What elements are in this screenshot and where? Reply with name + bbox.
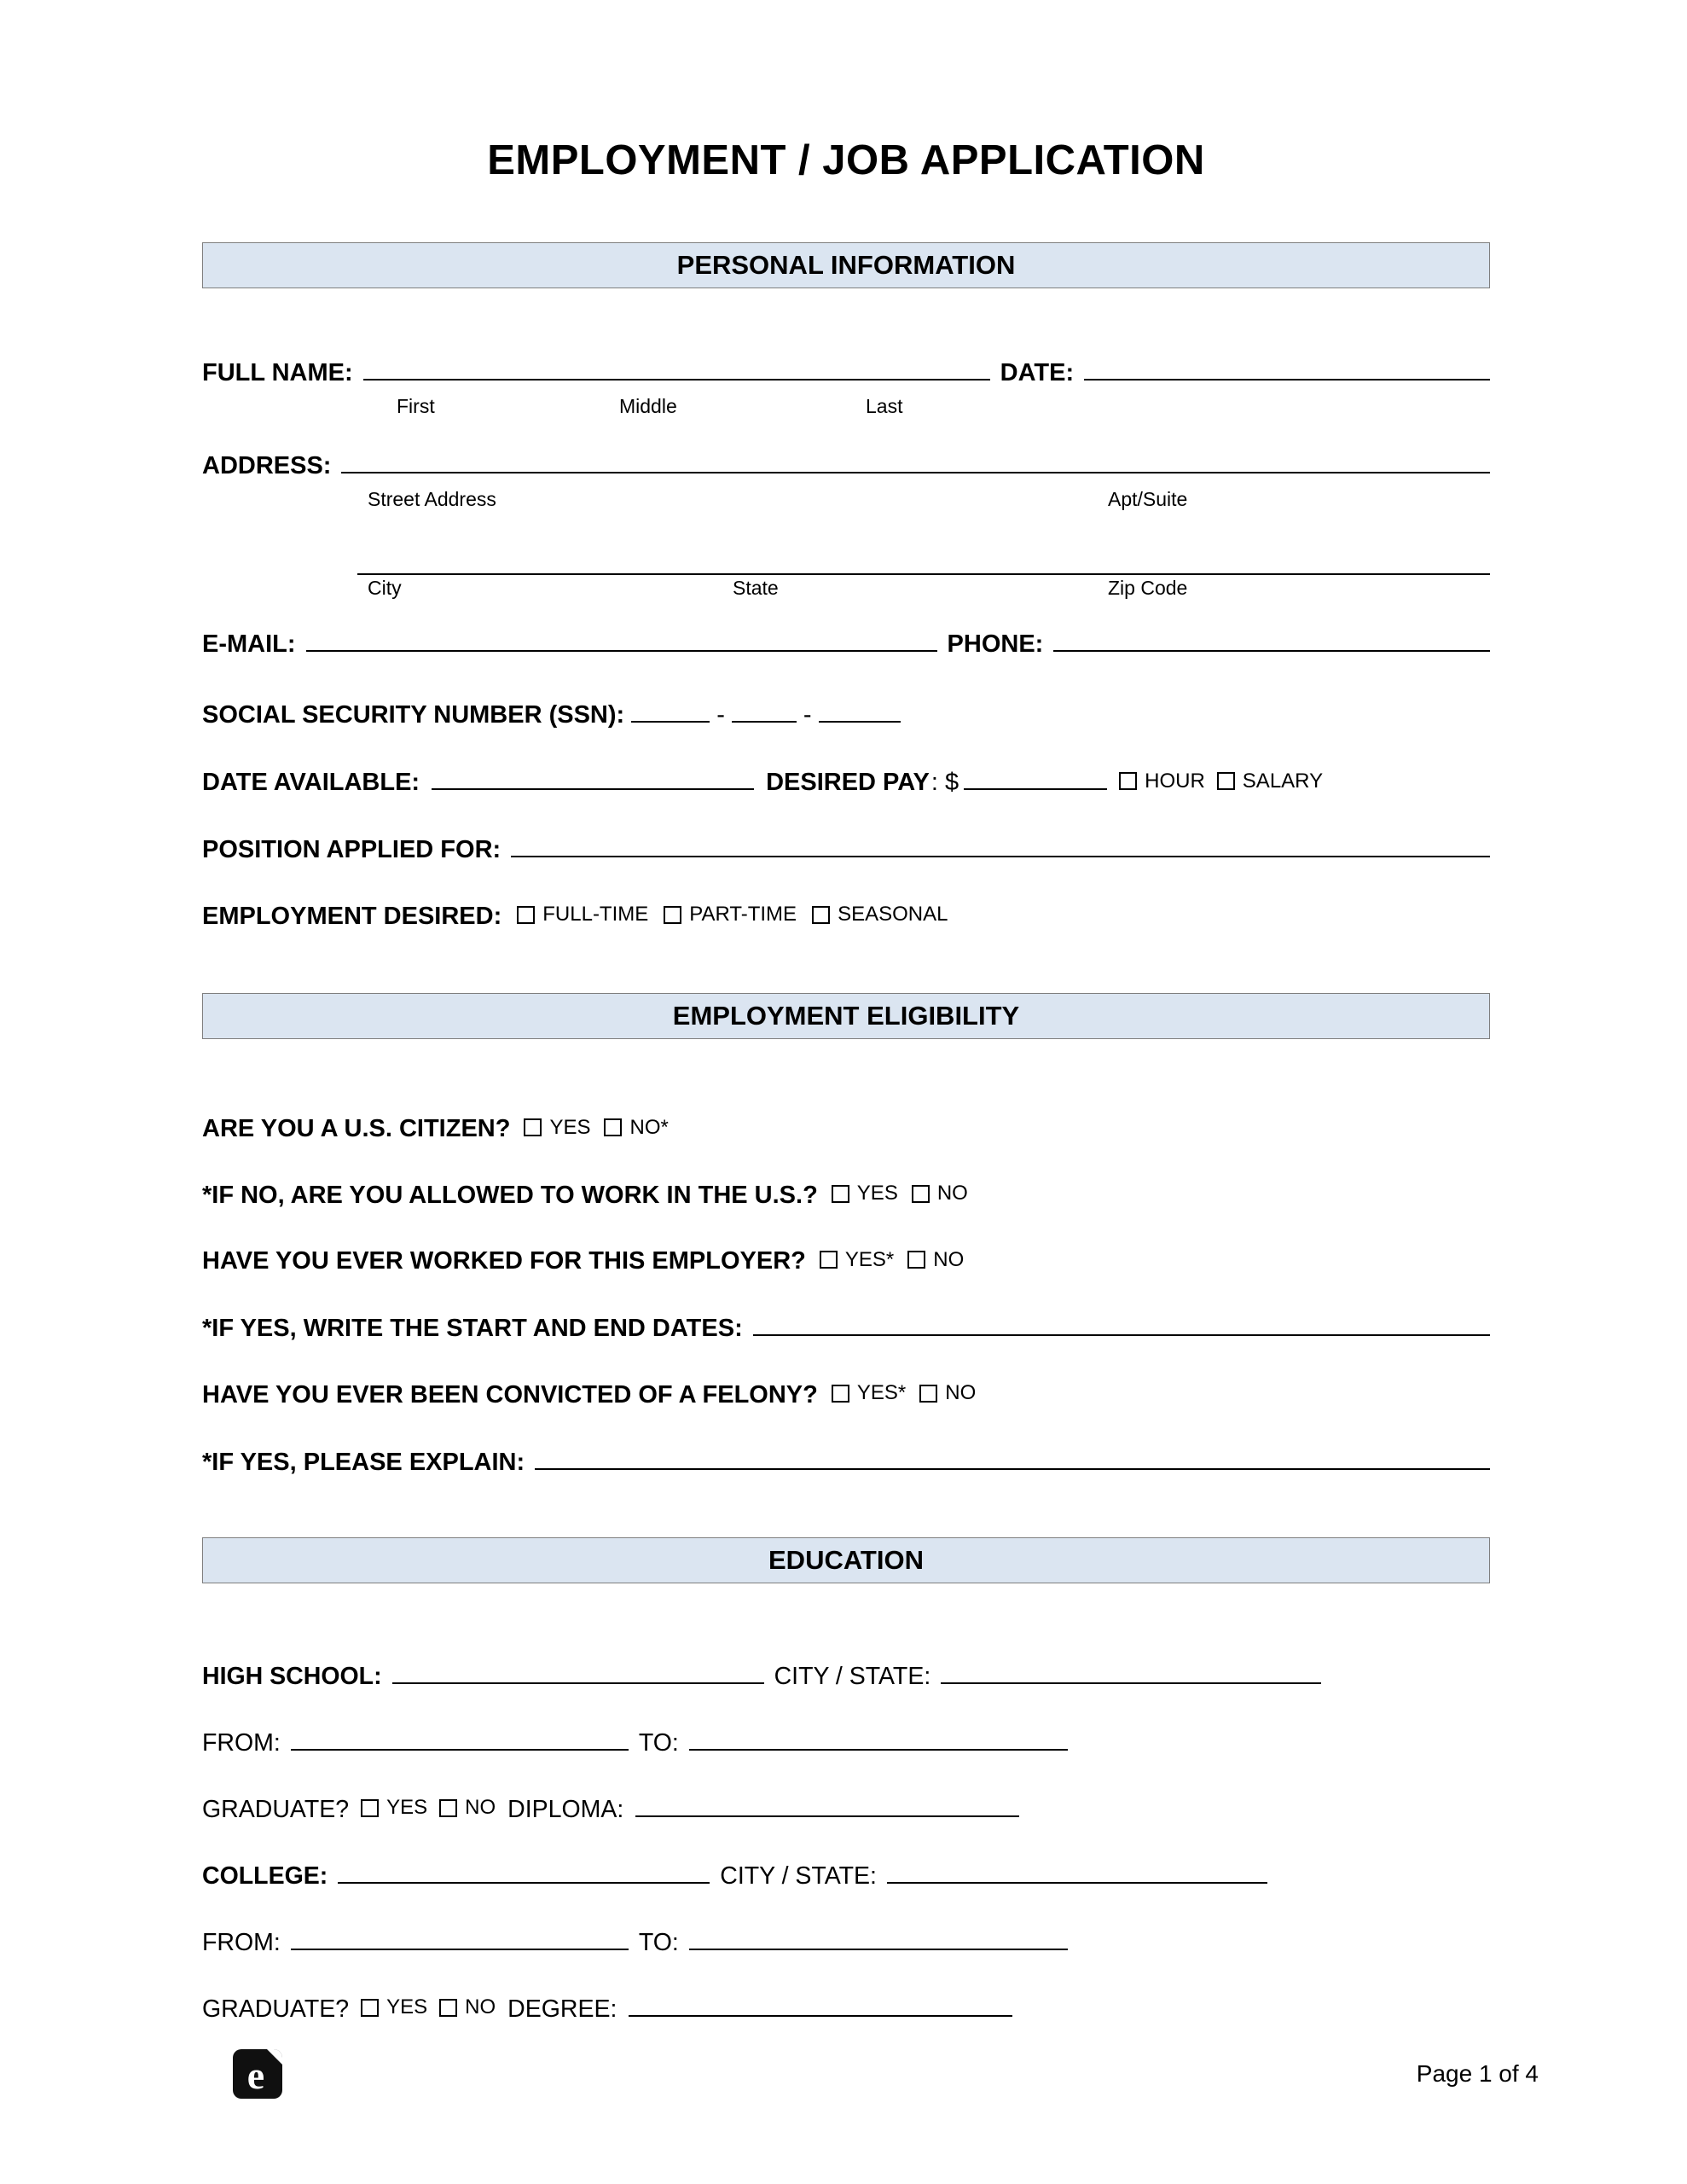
worked-yes-label: YES*	[844, 1247, 895, 1271]
college-graduate-no-label: NO	[465, 1995, 496, 2018]
section-header-education	[202, 1537, 1490, 1583]
citizen-no-option	[604, 1112, 668, 1143]
allowed-no-label: NO	[936, 1182, 968, 1205]
position-blank[interactable]	[511, 832, 1490, 857]
city-sublabel: City	[368, 577, 402, 599]
citizen-yes-option	[524, 1112, 590, 1143]
logo-letter: e	[246, 2053, 265, 2097]
email-blank[interactable]	[306, 626, 937, 652]
felony-no-label: NO	[945, 1381, 977, 1404]
eforms-logo	[233, 2049, 282, 2099]
college-city-state-blank[interactable]	[887, 1858, 1267, 1884]
college-graduate-label: GRADUATE?	[202, 1995, 350, 2023]
high-school-row	[202, 1658, 1490, 1693]
address-row	[202, 448, 1490, 481]
date-blank[interactable]	[1084, 355, 1490, 380]
allowed-no-checkbox[interactable]	[912, 1185, 930, 1203]
allowed-yes-checkbox[interactable]	[832, 1185, 849, 1203]
state-sublabel: State	[733, 577, 779, 599]
street-address-blank[interactable]	[341, 448, 1490, 473]
worked-question: HAVE YOU EVER WORKED FOR THIS EMPLOYER?	[202, 1247, 806, 1275]
felony-yes-option	[832, 1378, 906, 1409]
college-graduate-row	[202, 1991, 1490, 2025]
employment-desired-row	[202, 899, 1490, 932]
middle-sublabel: Middle	[619, 395, 677, 417]
college-from-label: FROM:	[202, 1928, 281, 1956]
last-sublabel: Last	[866, 395, 903, 417]
salary-option	[1217, 766, 1323, 797]
full-name-blank[interactable]	[363, 355, 990, 380]
worked-yes-checkbox[interactable]	[820, 1251, 838, 1269]
allowed-no-option	[912, 1178, 968, 1209]
college-to-label: TO:	[638, 1928, 679, 1956]
address-sublabels-row	[202, 486, 1490, 512]
citizen-yes-checkbox[interactable]	[524, 1118, 542, 1136]
ssn-row	[202, 697, 1490, 730]
hs-from-label: FROM:	[202, 1728, 281, 1757]
college-to-blank[interactable]	[689, 1925, 1068, 1950]
address-label: ADDRESS:	[202, 452, 332, 479]
hs-graduate-label: GRADUATE?	[202, 1795, 350, 1823]
high-school-label: HIGH SCHOOL:	[202, 1662, 382, 1690]
position-row	[202, 832, 1490, 865]
worked-no-label: NO	[933, 1247, 965, 1271]
date-available-blank[interactable]	[432, 764, 754, 790]
citizen-question: ARE YOU A U.S. CITIZEN?	[202, 1115, 511, 1142]
start-end-dates-label: *IF YES, WRITE THE START AND END DATES:	[202, 1315, 743, 1342]
hs-from-to-row	[202, 1725, 1490, 1759]
felony-no-option	[919, 1378, 976, 1409]
zip-code-sublabel: Zip Code	[1108, 577, 1188, 599]
phone-label: PHONE:	[947, 630, 1044, 658]
felony-yes-checkbox[interactable]	[832, 1385, 849, 1403]
hs-from-blank[interactable]	[291, 1725, 629, 1751]
part-time-option	[664, 899, 797, 930]
college-graduate-yes-label: YES	[386, 1995, 428, 2018]
hs-graduate-yes-label: YES	[386, 1796, 428, 1819]
start-end-dates-row	[202, 1310, 1490, 1344]
date-available-label: DATE AVAILABLE:	[202, 769, 420, 796]
position-label: POSITION APPLIED FOR:	[202, 836, 501, 863]
explain-row	[202, 1444, 1490, 1478]
worked-yes-option	[820, 1245, 894, 1275]
seasonal-option	[812, 899, 948, 930]
degree-blank[interactable]	[629, 1991, 1012, 2017]
citizen-yes-label: YES	[549, 1115, 591, 1139]
explain-blank[interactable]	[535, 1444, 1490, 1470]
hs-city-state-blank[interactable]	[941, 1658, 1321, 1684]
citizen-no-checkbox[interactable]	[604, 1118, 622, 1136]
salary-label: SALARY	[1242, 769, 1324, 793]
college-graduate-no-checkbox[interactable]	[439, 1999, 457, 2017]
ssn-dash-1: -	[716, 701, 725, 729]
ssn-label: SOCIAL SECURITY NUMBER (SSN):	[202, 701, 625, 729]
first-sublabel: First	[397, 395, 435, 417]
felony-yes-label: YES*	[856, 1381, 907, 1404]
worked-no-option	[907, 1245, 964, 1275]
hour-label: HOUR	[1145, 769, 1205, 793]
hs-graduate-no-label: NO	[465, 1796, 496, 1819]
section-header-eligibility-label: EMPLOYMENT ELIGIBILITY	[672, 1000, 1020, 1031]
ssn-dash-2: -	[803, 701, 812, 729]
college-city-state-label: CITY / STATE:	[720, 1862, 877, 1890]
diploma-blank[interactable]	[635, 1792, 1019, 1817]
hs-to-blank[interactable]	[689, 1725, 1068, 1751]
citizen-question-row	[202, 1112, 1490, 1145]
page-title: EMPLOYMENT / JOB APPLICATION	[487, 137, 1205, 183]
felony-question-row	[202, 1378, 1490, 1410]
full-time-checkbox[interactable]	[517, 906, 535, 924]
citizen-no-label: NO*	[629, 1115, 669, 1139]
hs-graduate-no-option	[439, 1792, 496, 1824]
page-number: Page 1 of 4	[1416, 2060, 1539, 2087]
college-from-to-row	[202, 1925, 1490, 1959]
section-header-education-label: EDUCATION	[768, 1544, 924, 1575]
desired-pay-label: DESIRED PAY	[766, 769, 930, 796]
part-time-checkbox[interactable]	[664, 906, 681, 924]
hs-graduate-row	[202, 1792, 1490, 1826]
college-from-blank[interactable]	[291, 1925, 629, 1950]
desired-pay-suffix: : $	[930, 769, 959, 796]
hs-graduate-yes-checkbox[interactable]	[361, 1799, 379, 1817]
college-graduate-yes-option	[361, 1991, 427, 2024]
date-label: DATE:	[1000, 359, 1075, 386]
email-label: E-MAIL:	[202, 630, 296, 658]
hs-to-label: TO:	[638, 1728, 679, 1757]
phone-blank[interactable]	[1053, 626, 1490, 652]
ssn-blank-3[interactable]	[819, 697, 901, 723]
desired-pay-blank[interactable]	[964, 764, 1107, 790]
allowed-question-row	[202, 1178, 1490, 1211]
street-address-sublabel: Street Address	[368, 488, 496, 510]
part-time-label: PART-TIME	[689, 903, 797, 926]
full-time-option	[517, 899, 648, 930]
address2-row	[202, 549, 1490, 570]
full-name-label: FULL NAME:	[202, 359, 353, 386]
full-name-row	[202, 355, 1490, 388]
date-available-pay-row	[202, 764, 1490, 798]
allowed-question: *IF NO, ARE YOU ALLOWED TO WORK IN THE U.S.?	[202, 1181, 818, 1209]
employment-desired-label: EMPLOYMENT DESIRED:	[202, 902, 502, 930]
hs-graduate-yes-option	[361, 1792, 427, 1824]
felony-question: HAVE YOU EVER BEEN CONVICTED OF A FELONY?	[202, 1380, 818, 1409]
worked-question-row	[202, 1245, 1490, 1277]
section-header-eligibility	[202, 993, 1490, 1039]
apt-suite-sublabel: Apt/Suite	[1108, 488, 1188, 510]
hs-graduate-no-checkbox[interactable]	[439, 1799, 457, 1817]
college-blank[interactable]	[338, 1858, 710, 1884]
high-school-blank[interactable]	[392, 1658, 764, 1684]
footer	[233, 2048, 1539, 2100]
degree-label: DEGREE:	[507, 1995, 617, 2023]
college-graduate-no-option	[439, 1991, 496, 2024]
felony-no-checkbox[interactable]	[919, 1385, 937, 1403]
hs-city-state-label: CITY / STATE:	[774, 1662, 931, 1690]
seasonal-checkbox[interactable]	[812, 906, 830, 924]
email-phone-row	[202, 626, 1490, 659]
explain-label: *IF YES, PLEASE EXPLAIN:	[202, 1448, 525, 1476]
full-time-label: FULL-TIME	[542, 903, 649, 926]
worked-no-checkbox[interactable]	[907, 1251, 925, 1269]
college-label: COLLEGE:	[202, 1862, 328, 1890]
section-header-personal-label: PERSONAL INFORMATION	[676, 250, 1016, 280]
allowed-yes-label: YES	[856, 1182, 898, 1205]
logo-fold-icon	[267, 2049, 282, 2065]
section-header-personal	[202, 242, 1490, 288]
city-state-zip-blank[interactable]	[357, 549, 1490, 575]
diploma-label: DIPLOMA:	[507, 1795, 624, 1823]
address2-sublabels-row	[202, 575, 1490, 601]
start-end-dates-blank[interactable]	[753, 1310, 1490, 1336]
salary-checkbox[interactable]	[1217, 772, 1235, 790]
college-graduate-yes-checkbox[interactable]	[361, 1999, 379, 2017]
allowed-yes-option	[832, 1178, 898, 1209]
hour-checkbox[interactable]	[1119, 772, 1137, 790]
ssn-blank-1[interactable]	[631, 697, 710, 723]
college-row	[202, 1858, 1490, 1892]
seasonal-label: SEASONAL	[838, 903, 948, 926]
name-sublabels-row	[202, 393, 1490, 419]
hour-option	[1119, 766, 1205, 797]
ssn-blank-2[interactable]	[732, 697, 797, 723]
